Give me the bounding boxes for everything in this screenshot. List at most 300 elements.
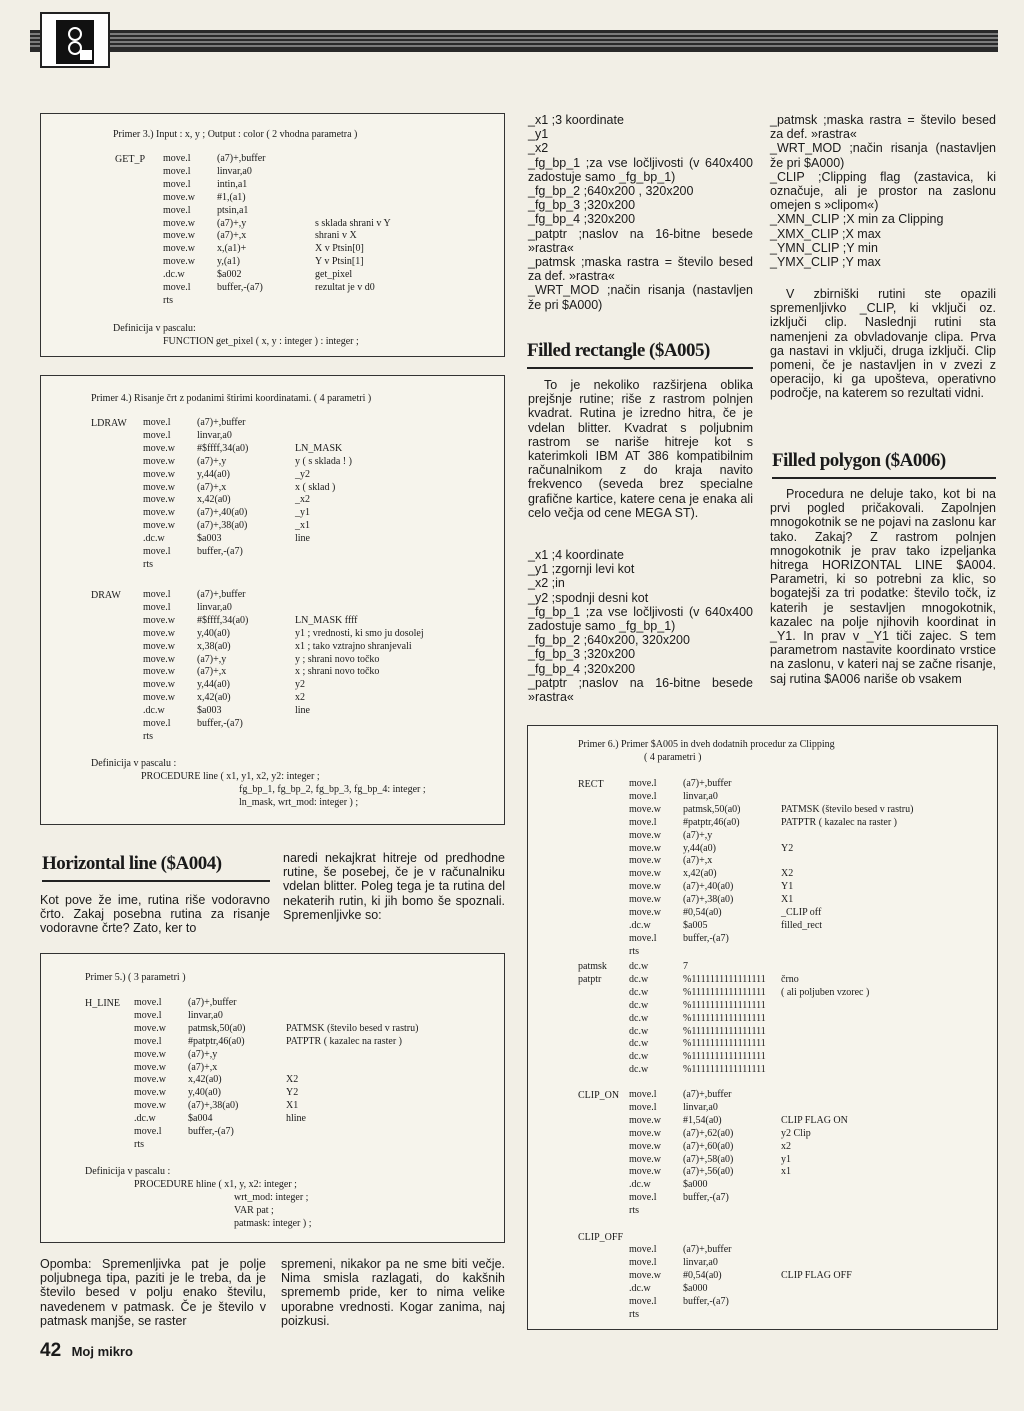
code-listing: [143, 417, 352, 572]
code-cell: (a7)+,38(a0): [683, 894, 734, 906]
code-cell: (a7)+,40(a0): [683, 881, 734, 893]
code-line: [629, 830, 913, 843]
code-line: [143, 628, 424, 641]
code-cell: x2: [295, 692, 305, 704]
code-cell: #0,54(a0): [683, 907, 722, 919]
code-cell: buffer,-(a7): [197, 546, 243, 558]
code-listing: [578, 961, 869, 1077]
code-line: [629, 1296, 852, 1309]
code-line: [143, 494, 352, 507]
code-cell: [295, 417, 352, 430]
code-cell: dc.w: [629, 986, 649, 998]
code-cell: .dc.w: [163, 269, 185, 281]
code-cell: Y1: [781, 881, 794, 893]
code-label: RECT: [578, 779, 604, 790]
code-line: [629, 868, 913, 881]
code-cell: move.w: [629, 907, 661, 919]
code-cell: move.w: [134, 1074, 166, 1086]
code-cell: [781, 1309, 852, 1322]
code-line: [163, 179, 391, 192]
code-line: [163, 230, 391, 243]
code-title: Primer 6.) Primer $A005 in dveh dodatnih procedur za Clipping: [578, 739, 835, 750]
code-cell: [781, 1192, 848, 1205]
code-cell: patmsk: [578, 961, 607, 972]
code-cell: move.w: [163, 217, 195, 229]
code-cell: move.w: [134, 1048, 166, 1060]
code-line: [143, 602, 424, 615]
code-line: [578, 974, 869, 987]
code-cell: %1111111111111111: [683, 1025, 766, 1037]
code-line: [143, 731, 424, 744]
variable-line: _x1 ;3 koordinate: [528, 113, 624, 127]
variable-line: _fg_bp_1 ;za vse ločljivosti (v 640x400 zadostuje samo _fg_bp_1): [528, 155, 753, 184]
code-cell: move.w: [629, 1140, 661, 1152]
code-line: [578, 961, 869, 974]
heading-filled-rectangle: Filled rectangle ($A005): [527, 340, 710, 361]
code-cell: [578, 1051, 629, 1064]
code-line: [629, 1115, 848, 1128]
code-cell: y,40(a0): [188, 1087, 221, 1099]
code-line: [134, 1023, 418, 1036]
code-cell: move.l: [134, 1009, 162, 1021]
code-cell: [295, 731, 424, 744]
code-cell: move.w: [163, 191, 195, 203]
code-cell: dc.w: [629, 961, 649, 972]
code-cell: move.w: [134, 1061, 166, 1073]
code-cell: PATPTR ( kazalec na raster ): [286, 1035, 402, 1047]
code-line: [629, 1283, 852, 1296]
code-cell: x ; shrani novo točko: [295, 666, 380, 678]
code-cell: y,44(a0): [197, 468, 230, 480]
code-cell: move.l: [143, 718, 171, 730]
code-cell: move.l: [629, 1244, 657, 1255]
code-cell: move.w: [629, 803, 661, 815]
definition-line: patmask: integer ) ;: [234, 1218, 312, 1229]
definition-label: Definicija v pascalu :: [91, 758, 177, 769]
code-cell: rts: [163, 294, 173, 306]
code-line: [578, 1051, 869, 1064]
code-cell: [188, 1139, 286, 1152]
code-line: [143, 533, 352, 546]
code-cell: LN_MASK: [295, 442, 343, 454]
heading-underline: [772, 477, 996, 479]
code-cell: move.w: [163, 256, 195, 268]
variable-line: _fg_bp_3 ;320x200: [528, 647, 636, 662]
code-cell: buffer,-(a7): [683, 1295, 729, 1307]
code-cell: dc.w: [629, 1012, 649, 1024]
code-cell: Y2: [286, 1087, 299, 1099]
code-cell: move.w: [134, 1087, 166, 1099]
variable-line: _patptr ;naslov na 16-bitne besede »rastra«: [528, 226, 753, 255]
code-line: [629, 1244, 852, 1257]
note-text: spremeni, nikakor pa ne sme biti večje. Nima smisla razlagati, do kakšnih sprememb pride, ker to nima velike uporabne vrednosti. Kogar zanima, naj poizkusi.: [281, 1257, 505, 1328]
code-cell: [197, 731, 295, 744]
code-cell: [781, 1244, 852, 1257]
code-cell: X2: [286, 1074, 299, 1086]
code-cell: move.w: [143, 468, 175, 480]
code-label: LDRAW: [91, 418, 127, 429]
code-line: [134, 1074, 418, 1087]
code-cell: .dc.w: [134, 1113, 156, 1125]
code-cell: move.w: [629, 868, 661, 880]
code-cell: move.l: [629, 816, 657, 828]
code-cell: move.l: [143, 429, 171, 441]
code-line: [143, 417, 352, 430]
code-cell: [295, 602, 424, 615]
code-line: [629, 1166, 848, 1179]
code-cell: move.l: [163, 178, 191, 190]
code-line: [143, 615, 424, 628]
code-line: [629, 1270, 852, 1283]
code-cell: .dc.w: [629, 919, 651, 931]
code-cell: [683, 1309, 781, 1322]
code-cell: (a7)+,y: [197, 455, 227, 467]
code-cell: CLIP FLAG ON: [781, 1114, 848, 1126]
code-cell: move.l: [134, 1035, 162, 1047]
heading-filled-polygon: Filled polygon ($A006): [772, 450, 946, 471]
definition-line: VAR pat ;: [234, 1205, 274, 1216]
code-line: [163, 243, 391, 256]
variable-line: _y2 ;spodnji desni kot: [528, 590, 649, 605]
code-cell: Y v Ptsin[1]: [315, 256, 364, 268]
variables-list: [528, 113, 753, 312]
code-line: [629, 1128, 848, 1141]
code-cell: X1: [781, 894, 794, 906]
heading-horizontal-line: Horizontal line ($A004): [42, 853, 222, 874]
code-cell: move.l: [134, 1126, 162, 1138]
code-cell: [578, 987, 629, 1000]
code-cell: LN_MASK ffff: [295, 614, 358, 626]
code-listing: [629, 1244, 852, 1321]
code-line: [163, 166, 391, 179]
variable-line: _x2: [528, 141, 549, 156]
code-cell: rts: [143, 730, 153, 742]
code-cell: dc.w: [629, 1025, 649, 1037]
code-line: [134, 1010, 418, 1023]
code-listing: [629, 778, 913, 959]
code-cell: move.l: [163, 204, 191, 216]
definition-label: Definicija v pascalu :: [85, 1166, 171, 1177]
code-cell: (a7)+,buffer: [683, 1089, 732, 1100]
code-cell: move.w: [143, 679, 175, 691]
code-cell: [781, 778, 913, 791]
code-cell: move.w: [629, 842, 661, 854]
body-text: Kot pove že ime, rutina riše vodoravno črto. Zakaj posebna rutina za risanje vodoravne črte? Zato, ker to: [40, 893, 270, 936]
code-cell: linvar,a0: [197, 601, 232, 613]
code-cell: linvar,a0: [217, 165, 252, 177]
code-cell: [683, 1205, 781, 1218]
code-cell: patmsk,50(a0): [188, 1022, 246, 1034]
code-cell: (a7)+,x: [197, 481, 227, 493]
code-listing: [629, 1089, 848, 1218]
code-cell: move.w: [163, 243, 195, 255]
code-cell: move.w: [629, 829, 661, 841]
code-cell: [781, 933, 913, 946]
code-cell: PATPTR ( kazalec na raster ): [781, 816, 897, 828]
code-line: [143, 666, 424, 679]
code-cell: buffer,-(a7): [217, 282, 263, 294]
code-line: [134, 1139, 418, 1152]
code-cell: move.l: [143, 417, 171, 428]
code-cell: buffer,-(a7): [188, 1126, 234, 1138]
code-cell: (a7)+,y: [188, 1048, 218, 1060]
code-cell: move.l: [143, 546, 171, 558]
code-cell: [683, 946, 781, 959]
code-cell: move.l: [134, 997, 162, 1008]
code-line: [143, 507, 352, 520]
code-cell: CLIP FLAG OFF: [781, 1269, 852, 1281]
variable-line: _patmsk ;maska rastra = število besed za def. »rastra«: [528, 255, 753, 284]
code-line: [134, 997, 418, 1010]
code-cell: #1,54(a0): [683, 1114, 722, 1126]
variable-line: _y1: [528, 127, 549, 142]
code-cell: move.w: [143, 666, 175, 678]
code-cell: move.l: [163, 282, 191, 294]
code-cell: move.w: [143, 481, 175, 493]
code-cell: y ; shrani novo točko: [295, 653, 380, 665]
code-cell: move.l: [629, 778, 657, 789]
variable-line: _YMX_CLIP ;Y max: [770, 255, 881, 270]
code-cell: [578, 1064, 629, 1077]
code-cell: linvar,a0: [683, 1101, 718, 1113]
variable-line: _WRT_MOD ;način risanja (nastavljen že pri $A000): [528, 283, 753, 312]
code-cell: x,(a1)+: [217, 243, 247, 255]
code-cell: [781, 1205, 848, 1218]
code-cell: [295, 430, 352, 443]
code-cell: move.w: [629, 1114, 661, 1126]
code-cell: move.l: [143, 589, 171, 600]
code-cell: [781, 855, 913, 868]
code-cell: patmsk,50(a0): [683, 803, 741, 815]
code-cell: [781, 1013, 869, 1026]
code-cell: move.w: [163, 230, 195, 242]
code-box-primer-4: [40, 375, 505, 825]
code-cell: [781, 830, 913, 843]
code-cell: move.l: [629, 1089, 657, 1100]
code-cell: move.w: [629, 855, 661, 867]
variable-line: _fg_bp_1 ;za vse ločljivosti (v 640x400 zadostuje samo _fg_bp_1): [528, 604, 753, 634]
code-cell: linvar,a0: [197, 429, 232, 441]
code-cell: [286, 1139, 418, 1152]
code-cell: [781, 1089, 848, 1102]
code-cell: y1: [781, 1153, 791, 1165]
code-cell: y ( s sklada ! ): [295, 455, 352, 467]
code-line: [629, 843, 913, 856]
code-line: [578, 1000, 869, 1013]
code-cell: [315, 153, 391, 166]
code-cell: [286, 1062, 418, 1075]
code-line: [629, 1089, 848, 1102]
body-text: Procedura ne deluje tako, kot bi na prvi pogled pričakovali. Zapolnjen mnogokotnik se ne pojavi na zaslonu kar tako. Zakaj? Z rastrom polnjen mnogokotnik je prav tako izpeljanka hitrega HORIZONTAL LINE $A004. Parametri, ki so potrebni za klic, so bogatejši za tri podatke: število točk, iz katerih je sestavljen mnogokotnik, kazalec na polje njihovih koordinat in _Y1. In prav v _Y1 tiči zajec. S tem parametrom nastavite koordinato vrstice na zaslonu, v kateri naj se začne risanje, saj rutina $A006 nariše ob vsakem: [770, 487, 996, 686]
code-line: [134, 1087, 418, 1100]
code-line: [143, 546, 352, 559]
code-cell: $a000: [683, 1179, 708, 1191]
code-cell: s sklada shrani v Y: [315, 217, 391, 229]
code-cell: [295, 589, 424, 602]
code-line: [163, 153, 391, 166]
code-cell: [315, 179, 391, 192]
code-line: [629, 946, 913, 959]
code-title: Primer 3.) Input : x, y ; Output : color ( 2 vhodna parametra ): [113, 129, 358, 140]
code-cell: _y2: [295, 468, 310, 480]
code-cell: dc.w: [629, 999, 649, 1011]
code-cell: y,40(a0): [197, 627, 230, 639]
code-cell: move.l: [629, 1192, 657, 1204]
code-cell: #$ffff,34(a0): [197, 614, 249, 626]
code-cell: move.l: [629, 1101, 657, 1113]
code-cell: shrani v X: [315, 230, 357, 242]
code-cell: patptr: [578, 973, 602, 985]
variable-line: _patptr ;naslov na 16-bitne besede »rastra«: [528, 675, 753, 705]
code-cell: linvar,a0: [683, 790, 718, 802]
code-cell: intin,a1: [217, 178, 248, 190]
code-line: [578, 1013, 869, 1026]
variable-line: _fg_bp_2 ;640x200, 320x200: [528, 633, 690, 648]
code-cell: [315, 166, 391, 179]
heading-underline: [527, 367, 753, 369]
code-cell: X v Ptsin[0]: [315, 243, 364, 255]
code-line: [143, 654, 424, 667]
code-cell: _y1: [295, 507, 310, 519]
code-cell: $a003: [197, 533, 222, 545]
code-cell: _x1: [295, 520, 310, 532]
code-cell: (a7)+,y: [217, 217, 247, 229]
code-cell: .dc.w: [143, 533, 165, 545]
code-cell: (a7)+,buffer: [683, 778, 732, 789]
code-line: [143, 589, 424, 602]
code-cell: %1111111111111111: [683, 1012, 766, 1024]
code-cell: dc.w: [629, 1064, 649, 1076]
code-cell: y,44(a0): [683, 842, 716, 854]
code-cell: move.w: [629, 1166, 661, 1178]
code-cell: [781, 1179, 848, 1192]
code-line: [629, 817, 913, 830]
code-label: GET_P: [115, 154, 145, 165]
code-line: [629, 1257, 852, 1270]
magazine-logo-icon: [40, 12, 110, 68]
code-cell: %1111111111111111: [683, 999, 766, 1011]
code-cell: [781, 1051, 869, 1064]
code-cell: (a7)+,60(a0): [683, 1140, 734, 1152]
code-cell: rezultat je v d0: [315, 282, 375, 294]
code-cell: %1111111111111111: [683, 973, 766, 985]
variable-line: _WRT_MOD ;način risanja (nastavljen že pri $A000): [770, 141, 996, 170]
code-cell: [781, 1283, 852, 1296]
code-cell: y1 ; vrednosti, ki smo ju dosolej: [295, 627, 424, 639]
code-cell: (a7)+,buffer: [188, 997, 237, 1008]
body-text: To je nekoliko razširjena oblika prejšnje rutine; riše z rastrom polnjen kvadrat. Rutina je izredno hitra, če je vdelan blitter. Kvadrat s poljubnim rastrom se nariše hitreje kot s katerimkoli IBM AT 386 kompatibilnim računalnikom z do kraja navito frekvenco (seveda brez specialne grafične kartice, katere cena je enaka ali celo večja od cene MEGA ST).: [528, 378, 753, 520]
code-cell: (a7)+,y: [197, 653, 227, 665]
code-cell: (a7)+,buffer: [683, 1244, 732, 1255]
code-cell: move.w: [143, 627, 175, 639]
code-cell: rts: [629, 1308, 639, 1320]
code-cell: [781, 946, 913, 959]
code-line: [629, 1102, 848, 1115]
code-cell: [578, 1013, 629, 1026]
code-line: [629, 1141, 848, 1154]
code-cell: move.l: [163, 153, 191, 164]
code-line: [629, 855, 913, 868]
code-cell: (a7)+,x: [217, 230, 247, 242]
code-cell: (a7)+,38(a0): [197, 520, 248, 532]
code-line: [143, 520, 352, 533]
code-line: [143, 692, 424, 705]
code-cell: (a7)+,x: [197, 666, 227, 678]
magazine-name: Moj mikro: [71, 1344, 133, 1359]
code-cell: move.l: [163, 165, 191, 177]
code-line: [163, 269, 391, 282]
variable-line: _CLIP ;Clipping flag (zastavica, ki označuje, ali je prostor na zaslonu omejen s »clipom«): [770, 169, 996, 213]
code-cell: rts: [629, 945, 639, 957]
code-line: [163, 218, 391, 231]
code-box-primer-6: [527, 725, 998, 1330]
code-line: [163, 256, 391, 269]
code-cell: (a7)+,56(a0): [683, 1166, 734, 1178]
code-cell: x2: [781, 1140, 791, 1152]
code-cell: x1 ; tako vztrajno shranjevali: [295, 640, 412, 652]
code-cell: [286, 997, 418, 1010]
code-cell: PATMSK (število besed v rastru): [781, 803, 914, 815]
code-cell: $a003: [197, 705, 222, 717]
code-cell: buffer,-(a7): [683, 1192, 729, 1204]
code-cell: [295, 546, 352, 559]
code-cell: [286, 1010, 418, 1023]
code-line: [629, 881, 913, 894]
code-cell: move.l: [629, 1256, 657, 1268]
code-cell: [286, 1126, 418, 1139]
code-cell: y,44(a0): [197, 679, 230, 691]
definition-line: FUNCTION get_pixel ( x, y : integer ) : integer ;: [163, 336, 359, 347]
code-line: [163, 205, 391, 218]
code-cell: move.l: [629, 932, 657, 944]
code-cell: [315, 205, 391, 218]
variable-line: _fg_bp_3 ;320x200: [528, 198, 636, 213]
code-cell: 7: [683, 961, 688, 972]
code-cell: $a005: [683, 919, 708, 931]
code-line: [629, 791, 913, 804]
code-cell: [781, 1296, 852, 1309]
code-cell: [578, 1038, 629, 1051]
code-cell: x ( sklad ): [295, 481, 336, 493]
code-line: [163, 282, 391, 295]
variable-line: _x2 ;in: [528, 576, 565, 591]
code-cell: črno: [781, 973, 799, 985]
code-cell: linvar,a0: [188, 1009, 223, 1021]
code-line: [629, 907, 913, 920]
code-cell: #patptr,46(a0): [188, 1035, 245, 1047]
code-cell: (a7)+,buffer: [217, 153, 266, 164]
code-label: DRAW: [91, 590, 121, 601]
code-listing: [143, 589, 424, 744]
code-title: ( 4 parametri ): [644, 752, 702, 763]
code-cell: x,42(a0): [197, 692, 231, 704]
code-cell: hline: [286, 1113, 306, 1125]
definition-line: PROCEDURE line ( x1, y1, x2, y2: integer ;: [141, 771, 320, 782]
code-cell: X2: [781, 868, 794, 880]
code-cell: rts: [143, 558, 153, 570]
code-cell: x,38(a0): [197, 640, 231, 652]
code-cell: move.l: [629, 1295, 657, 1307]
page-number: 42: [40, 1340, 62, 1361]
code-cell: %1111111111111111: [683, 1064, 766, 1076]
code-label: CLIP_ON: [578, 1090, 620, 1101]
variable-line: _fg_bp_2 ;640x200 , 320x200: [528, 184, 694, 199]
variable-line: _XMX_CLIP ;X max: [770, 226, 881, 241]
code-cell: move.w: [143, 692, 175, 704]
code-cell: #0,54(a0): [683, 1269, 722, 1281]
code-cell: _x2: [295, 494, 310, 506]
code-cell: [197, 559, 295, 572]
